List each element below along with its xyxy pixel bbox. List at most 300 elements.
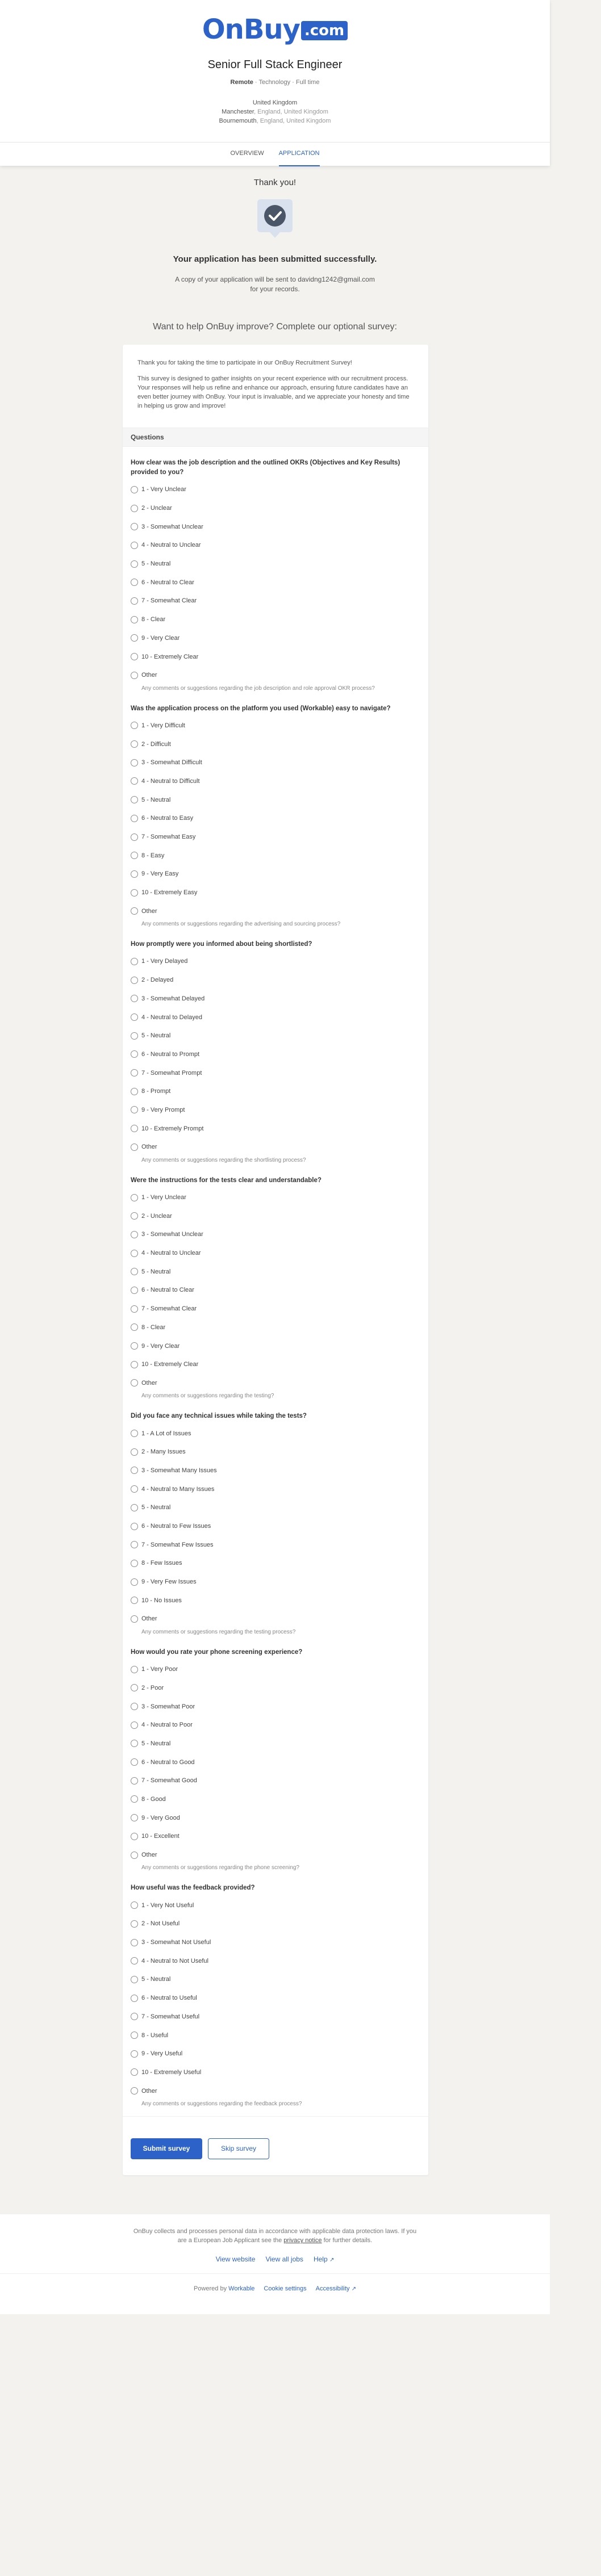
radio-label: 2 - Unclear [141,505,172,512]
radio-button[interactable] [131,2087,138,2095]
radio-button[interactable] [131,1032,138,1040]
radio-label: 6 - Neutral to Prompt [141,1050,200,1058]
radio-label: 8 - Few Issues [141,1560,182,1567]
radio-button[interactable] [131,653,138,660]
radio-button[interactable] [131,1666,138,1673]
radio-option[interactable] [131,1281,420,1300]
radio-option[interactable] [131,1424,420,1443]
help-link[interactable] [314,2255,334,2263]
job-title: Senior Full Stack Engineer [207,58,343,71]
radio-option[interactable] [131,1498,420,1517]
logo-text: OnBuy [202,14,300,45]
radio-option[interactable] [131,1300,420,1318]
radio-label: 4 - Neutral to Not Useful [141,1957,208,1965]
radio-button[interactable] [131,1939,138,1946]
radio-button[interactable] [131,1758,138,1766]
survey-question [123,693,428,929]
radio-option[interactable] [131,647,420,666]
radio-option[interactable] [131,1970,420,1989]
radio-label: 8 - Easy [141,852,165,859]
radio-button[interactable] [131,1597,138,1604]
radio-button[interactable] [131,1578,138,1586]
radio-option[interactable] [131,809,420,828]
logo-suffix: .com [301,21,348,40]
accessibility-link[interactable] [316,2285,356,2292]
radio-label: 5 - Neutral [141,796,171,803]
view-all-jobs-link[interactable]: View all jobs [265,2255,303,2263]
radio-label: 5 - Neutral [141,560,171,568]
radio-option[interactable] [131,1082,420,1101]
radio-option[interactable] [131,610,420,629]
radio-option[interactable] [131,1697,420,1716]
radio-button[interactable] [131,505,138,512]
location-line [0,98,550,107]
radio-label: 1 - Very Not Useful [141,1901,194,1909]
radio-label: 5 - Neutral [141,1976,171,1983]
onbuy-logo[interactable] [0,14,550,45]
radio-label: 8 - Clear [141,616,166,623]
radio-label: 5 - Neutral [141,1032,171,1040]
radio-option[interactable] [131,1101,420,1120]
radio-option[interactable] [131,1679,420,1698]
radio-button[interactable] [131,1795,138,1803]
questions-list [123,447,428,2108]
radio-button[interactable] [131,1430,138,1437]
radio-label: 3 - Somewhat Poor [141,1703,195,1710]
radio-button[interactable] [131,634,138,642]
radio-button[interactable] [131,1957,138,1965]
workable-link[interactable]: Workable [228,2285,255,2292]
radio-button[interactable] [131,1231,138,1238]
powered-by [0,2285,550,2292]
radio-label: Other [141,1144,157,1151]
survey-card [123,345,428,2175]
radio-label: 6 - Neutral to Good [141,1758,195,1766]
radio-button[interactable] [131,1212,138,1220]
tab-overview[interactable]: OVERVIEW [230,150,264,157]
survey-question [123,447,428,693]
radio-button[interactable] [131,833,138,841]
checkmark-badge-icon [256,196,294,240]
radio-label: 10 - Excellent [141,1833,180,1840]
question-title: How clear was the job description and the outlined OKRs (Objectives and Key Results) provided to you? [131,459,400,476]
radio-option[interactable] [131,1753,420,1771]
radio-button[interactable] [131,1069,138,1077]
radio-option[interactable] [131,1138,420,1157]
question-title: Was the application process on the platform you used (Workable) easy to navigate? [131,705,391,712]
radio-button[interactable] [131,2050,138,2058]
radio-label: 3 - Somewhat Not Useful [141,1939,211,1946]
radio-option[interactable] [131,1045,420,1064]
radio-option[interactable] [131,846,420,865]
copy-note-line: for your records. [250,285,300,293]
help-label: Help [313,2255,328,2263]
radio-label: 3 - Somewhat Many Issues [141,1467,217,1474]
radio-option[interactable] [131,1591,420,1610]
radio-label: 5 - Neutral [141,1504,171,1511]
radio-label: 10 - Extremely Clear [141,1361,199,1368]
radio-label: Other [141,2087,157,2095]
radio-option[interactable] [131,883,420,902]
radio-label: 6 - Neutral to Useful [141,1995,197,2002]
privacy-text-post: for further details. [322,2237,373,2244]
radio-label: 9 - Very Clear [141,1342,180,1350]
radio-label: 2 - Poor [141,1684,164,1691]
radio-label: 8 - Good [141,1795,166,1803]
radio-button[interactable] [131,1361,138,1368]
radio-option[interactable] [131,902,420,920]
privacy-text-pre: are a European Job Applicant see the [177,2237,284,2244]
radio-button[interactable] [131,1541,138,1548]
radio-option[interactable] [131,1027,420,1045]
radio-button[interactable] [131,889,138,897]
radio-option[interactable] [131,666,420,685]
radio-button[interactable] [131,1833,138,1840]
radio-button[interactable] [131,1013,138,1021]
radio-label: 10 - Extremely Useful [141,2068,202,2076]
radio-button[interactable] [131,672,138,679]
radio-option[interactable] [131,1063,420,1082]
radio-label: 9 - Very Prompt [141,1106,185,1113]
radio-option[interactable] [131,1188,420,1207]
radio-option[interactable] [131,1262,420,1281]
job-locations [0,98,550,125]
radio-option[interactable] [131,536,420,555]
radio-button[interactable] [131,1740,138,1747]
radio-label: Other [141,1379,157,1387]
radio-button[interactable] [131,1106,138,1113]
radio-label: 6 - Neutral to Easy [141,815,194,822]
radio-option[interactable] [131,2008,420,2026]
question-title: How promptly were you informed about being shortlisted? [131,941,312,948]
radio-option[interactable] [131,1716,420,1735]
radio-button[interactable] [131,1721,138,1729]
radio-button[interactable] [131,1615,138,1623]
copy-note-line: A copy of your application will be sent to davidng1242@gmail.com [175,275,375,283]
radio-button[interactable] [131,1125,138,1132]
radio-option[interactable] [131,1610,420,1628]
radio-button[interactable] [131,486,138,493]
radio-label: 2 - Unclear [141,1212,172,1220]
radio-button[interactable] [131,2013,138,2020]
intro-paragraph: This survey is designed to gather insights on your recent experience with our recruitment process. Your responses will help us refine and enhance our approach, ensuring future candidates have an even better journey with OnBuy. Your input is invaluable, and we appreciate your honesty and time in helping us grow and improve! [137,375,410,409]
powered-by-label: Powered by [194,2285,227,2292]
radio-label: 9 - Very Clear [141,634,180,642]
radio-option[interactable] [131,2081,420,2100]
radio-label: 7 - Somewhat Good [141,1777,197,1785]
radio-option[interactable] [131,1517,420,1536]
radio-label: 9 - Very Good [141,1814,180,1821]
radio-label: 4 - Neutral to Unclear [141,542,201,549]
radio-label: 2 - Many Issues [141,1448,186,1456]
radio-button[interactable] [131,815,138,822]
radio-option[interactable] [131,1355,420,1374]
radio-button[interactable] [131,1250,138,1257]
radio-option[interactable] [131,1771,420,1790]
question-title: How useful was the feedback provided? [131,1884,255,1892]
privacy-text: OnBuy collects and processes personal data in accordance with applicable data protection laws. If you [133,2228,417,2235]
radio-label: 7 - Somewhat Clear [141,1305,197,1313]
radio-label: 9 - Very Few Issues [141,1578,197,1586]
thanks-title: Thank you! [253,178,297,187]
radio-label: 3 - Somewhat Unclear [141,1231,203,1238]
radio-button[interactable] [131,777,138,785]
radio-button[interactable] [131,759,138,766]
radio-option[interactable] [131,1008,420,1027]
radio-option[interactable] [131,1846,420,1865]
footer-links [0,2255,550,2263]
comment-input[interactable]: Any comments or suggestions regarding the testing process? [141,1628,296,1635]
radio-label: 10 - Extremely Prompt [141,1125,204,1132]
radio-button[interactable] [131,1050,138,1058]
radio-button[interactable] [131,740,138,748]
survey-question [123,1636,428,1873]
success-title: Your application has been submitted successfully. [173,254,377,264]
radio-label: 1 - Very Unclear [141,486,186,493]
radio-option[interactable] [131,1735,420,1753]
radio-button[interactable] [131,1305,138,1313]
radio-option[interactable] [131,1790,420,1809]
radio-button[interactable] [131,1448,138,1456]
radio-label: 1 - Very Difficult [141,722,185,729]
external-link-icon: ↗ [351,2286,356,2292]
radio-button[interactable] [131,1088,138,1095]
radio-option[interactable] [131,499,420,518]
radio-button[interactable] [131,1523,138,1530]
survey-actions [123,2116,428,2165]
radio-option[interactable] [131,1660,420,1679]
radio-option[interactable] [131,555,420,573]
radio-button[interactable] [131,597,138,605]
radio-option[interactable] [131,1318,420,1337]
radio-button[interactable] [131,852,138,859]
radio-button[interactable] [131,1976,138,1983]
radio-option[interactable] [131,480,420,499]
radio-button[interactable] [131,977,138,984]
privacy-text [0,2236,550,2245]
radio-button[interactable] [131,1194,138,1201]
radio-label: Other [141,1615,157,1623]
radio-label: Other [141,907,157,915]
radio-button[interactable] [131,1467,138,1474]
survey-question [123,1872,428,2108]
radio-option[interactable] [131,2063,420,2082]
radio-label: 6 - Neutral to Few Issues [141,1523,211,1530]
skip-survey-button[interactable]: Skip survey [208,2138,269,2159]
radio-option[interactable] [131,2045,420,2063]
radio-option[interactable] [131,1535,420,1554]
submit-survey-button[interactable]: Submit survey [131,2138,202,2159]
radio-button[interactable] [131,2032,138,2039]
radio-button[interactable] [131,907,138,915]
radio-button[interactable] [131,1379,138,1387]
tab-application[interactable]: APPLICATION [279,143,320,166]
radio-label: 9 - Very Easy [141,870,179,878]
radio-label: 7 - Somewhat Useful [141,2013,200,2020]
radio-label: 1 - A Lot of Issues [141,1430,191,1437]
radio-option[interactable] [131,790,420,809]
radio-label: 4 - Neutral to Poor [141,1721,193,1729]
radio-option[interactable] [131,753,420,772]
survey-heading: Want to help OnBuy improve? Complete our optional survey: [153,322,397,332]
radio-option[interactable] [131,1443,420,1461]
location-city: United Kingdom [252,99,298,106]
radio-option[interactable] [131,1933,420,1952]
radio-button[interactable] [131,1920,138,1928]
radio-label: 7 - Somewhat Clear [141,597,197,605]
location-region: , England, United Kingdom [254,108,328,115]
powered-by-text [194,2285,254,2292]
questions-section-label: Questions [123,428,428,447]
footer-divider [0,2273,550,2274]
radio-button[interactable] [131,579,138,586]
radio-label: 1 - Very Unclear [141,1194,186,1201]
radio-option[interactable] [131,1915,420,1933]
radio-button[interactable] [131,796,138,803]
radio-button[interactable] [131,1504,138,1511]
radio-button[interactable] [131,1703,138,1710]
radio-label: Other [141,1852,157,1859]
radio-button[interactable] [131,1323,138,1331]
location-city: Bournemouth [219,118,257,124]
radio-button[interactable] [131,995,138,1002]
radio-label: 7 - Somewhat Prompt [141,1069,202,1077]
radio-label: 2 - Not Useful [141,1920,180,1928]
location-region: , England, United Kingdom [256,118,331,124]
radio-option[interactable] [131,772,420,791]
radio-label: 8 - Useful [141,2032,169,2039]
radio-button[interactable] [131,870,138,878]
survey-question [123,1165,428,1401]
privacy-notice-link[interactable]: privacy notice [283,2237,322,2244]
radio-label: 4 - Neutral to Many Issues [141,1485,215,1493]
radio-label: 9 - Very Useful [141,2050,183,2058]
radio-button[interactable] [131,2068,138,2076]
view-website-link[interactable]: View website [215,2255,256,2263]
radio-button[interactable] [131,1995,138,2002]
radio-button[interactable] [131,1684,138,1691]
radio-option[interactable] [131,1461,420,1480]
radio-option[interactable] [131,573,420,592]
radio-option[interactable] [131,1554,420,1573]
radio-label: 8 - Clear [141,1323,166,1331]
radio-option[interactable] [131,828,420,847]
radio-label: 4 - Neutral to Delayed [141,1013,202,1021]
radio-option[interactable] [131,1896,420,1915]
question-title: Did you face any technical issues while taking the tests? [131,1413,307,1420]
radio-label: Other [141,672,157,679]
radio-option[interactable] [131,1244,420,1263]
radio-option[interactable] [131,735,420,753]
radio-button[interactable] [131,1144,138,1151]
radio-label: 7 - Somewhat Easy [141,833,196,841]
location-line [0,116,550,125]
radio-label: 6 - Neutral to Clear [141,1287,194,1294]
footer [0,2214,550,2314]
radio-option[interactable] [131,717,420,735]
cookie-settings-link[interactable]: Cookie settings [264,2285,307,2292]
radio-option[interactable] [131,1374,420,1393]
radio-option[interactable] [131,2026,420,2045]
radio-option[interactable] [131,952,420,971]
accessibility-label: Accessibility [315,2285,350,2292]
radio-option[interactable] [131,592,420,610]
survey-intro [123,345,428,428]
radio-option[interactable] [131,1827,420,1846]
location-line [0,107,550,116]
radio-option[interactable] [131,990,420,1008]
radio-option[interactable] [131,1573,420,1591]
radio-label: 5 - Neutral [141,1268,171,1275]
radio-option[interactable] [131,1225,420,1244]
radio-option[interactable] [131,1480,420,1498]
radio-button[interactable] [131,1287,138,1294]
comment-input[interactable]: Any comments or suggestions regarding the job description and role approval OKR process? [141,685,375,692]
question-title: How would you rate your phone screening experience? [131,1648,303,1656]
radio-button[interactable] [131,523,138,530]
radio-label: 4 - Neutral to Difficult [141,777,200,785]
radio-option[interactable] [131,865,420,883]
radio-button[interactable] [131,616,138,623]
radio-button[interactable] [131,1852,138,1859]
work-type: Remote [230,79,253,86]
radio-button[interactable] [131,1268,138,1275]
radio-option[interactable] [131,629,420,648]
radio-option[interactable] [131,971,420,990]
radio-label: 10 - No Issues [141,1597,182,1604]
comment-input[interactable]: Any comments or suggestions regarding the shortlisting process? [141,1157,306,1163]
radio-label: 2 - Delayed [141,977,174,984]
comment-input[interactable]: Any comments or suggestions regarding the phone screening? [141,1865,299,1871]
radio-button[interactable] [131,1485,138,1493]
radio-button[interactable] [131,1777,138,1785]
radio-label: 8 - Prompt [141,1088,171,1095]
radio-button[interactable] [131,542,138,549]
radio-button[interactable] [131,958,138,965]
job-header [0,0,550,166]
radio-label: 1 - Very Poor [141,1666,178,1673]
radio-button[interactable] [131,722,138,729]
comment-input[interactable]: Any comments or suggestions regarding the testing? [141,1393,274,1400]
comment-input[interactable]: Any comments or suggestions regarding the advertising and sourcing process? [141,921,341,928]
radio-label: 3 - Somewhat Difficult [141,759,202,766]
radio-label: 6 - Neutral to Clear [141,579,194,586]
comment-input[interactable]: Any comments or suggestions regarding the feedback process? [141,2100,302,2107]
location-city: Manchester [222,108,254,115]
radio-button[interactable] [131,1342,138,1350]
radio-button[interactable] [131,1901,138,1909]
radio-option[interactable] [131,1951,420,1970]
radio-button[interactable] [131,560,138,568]
radio-option[interactable] [131,517,420,536]
job-meta [0,79,550,86]
radio-label: 7 - Somewhat Few Issues [141,1541,214,1548]
radio-option[interactable] [131,1337,420,1355]
radio-label: 4 - Neutral to Unclear [141,1250,201,1257]
radio-option[interactable] [131,1207,420,1225]
survey-question [123,1400,428,1636]
radio-option[interactable] [131,1989,420,2008]
radio-label: 10 - Extremely Easy [141,889,198,897]
job-tabs [0,142,550,166]
question-title: Were the instructions for the tests clear and understandable? [131,1176,322,1184]
radio-option[interactable] [131,1119,420,1138]
job-meta-rest: · Technology · Full time [253,79,320,86]
radio-option[interactable] [131,1808,420,1827]
privacy-notice [0,2227,550,2245]
radio-button[interactable] [131,1560,138,1567]
radio-button[interactable] [131,1814,138,1821]
